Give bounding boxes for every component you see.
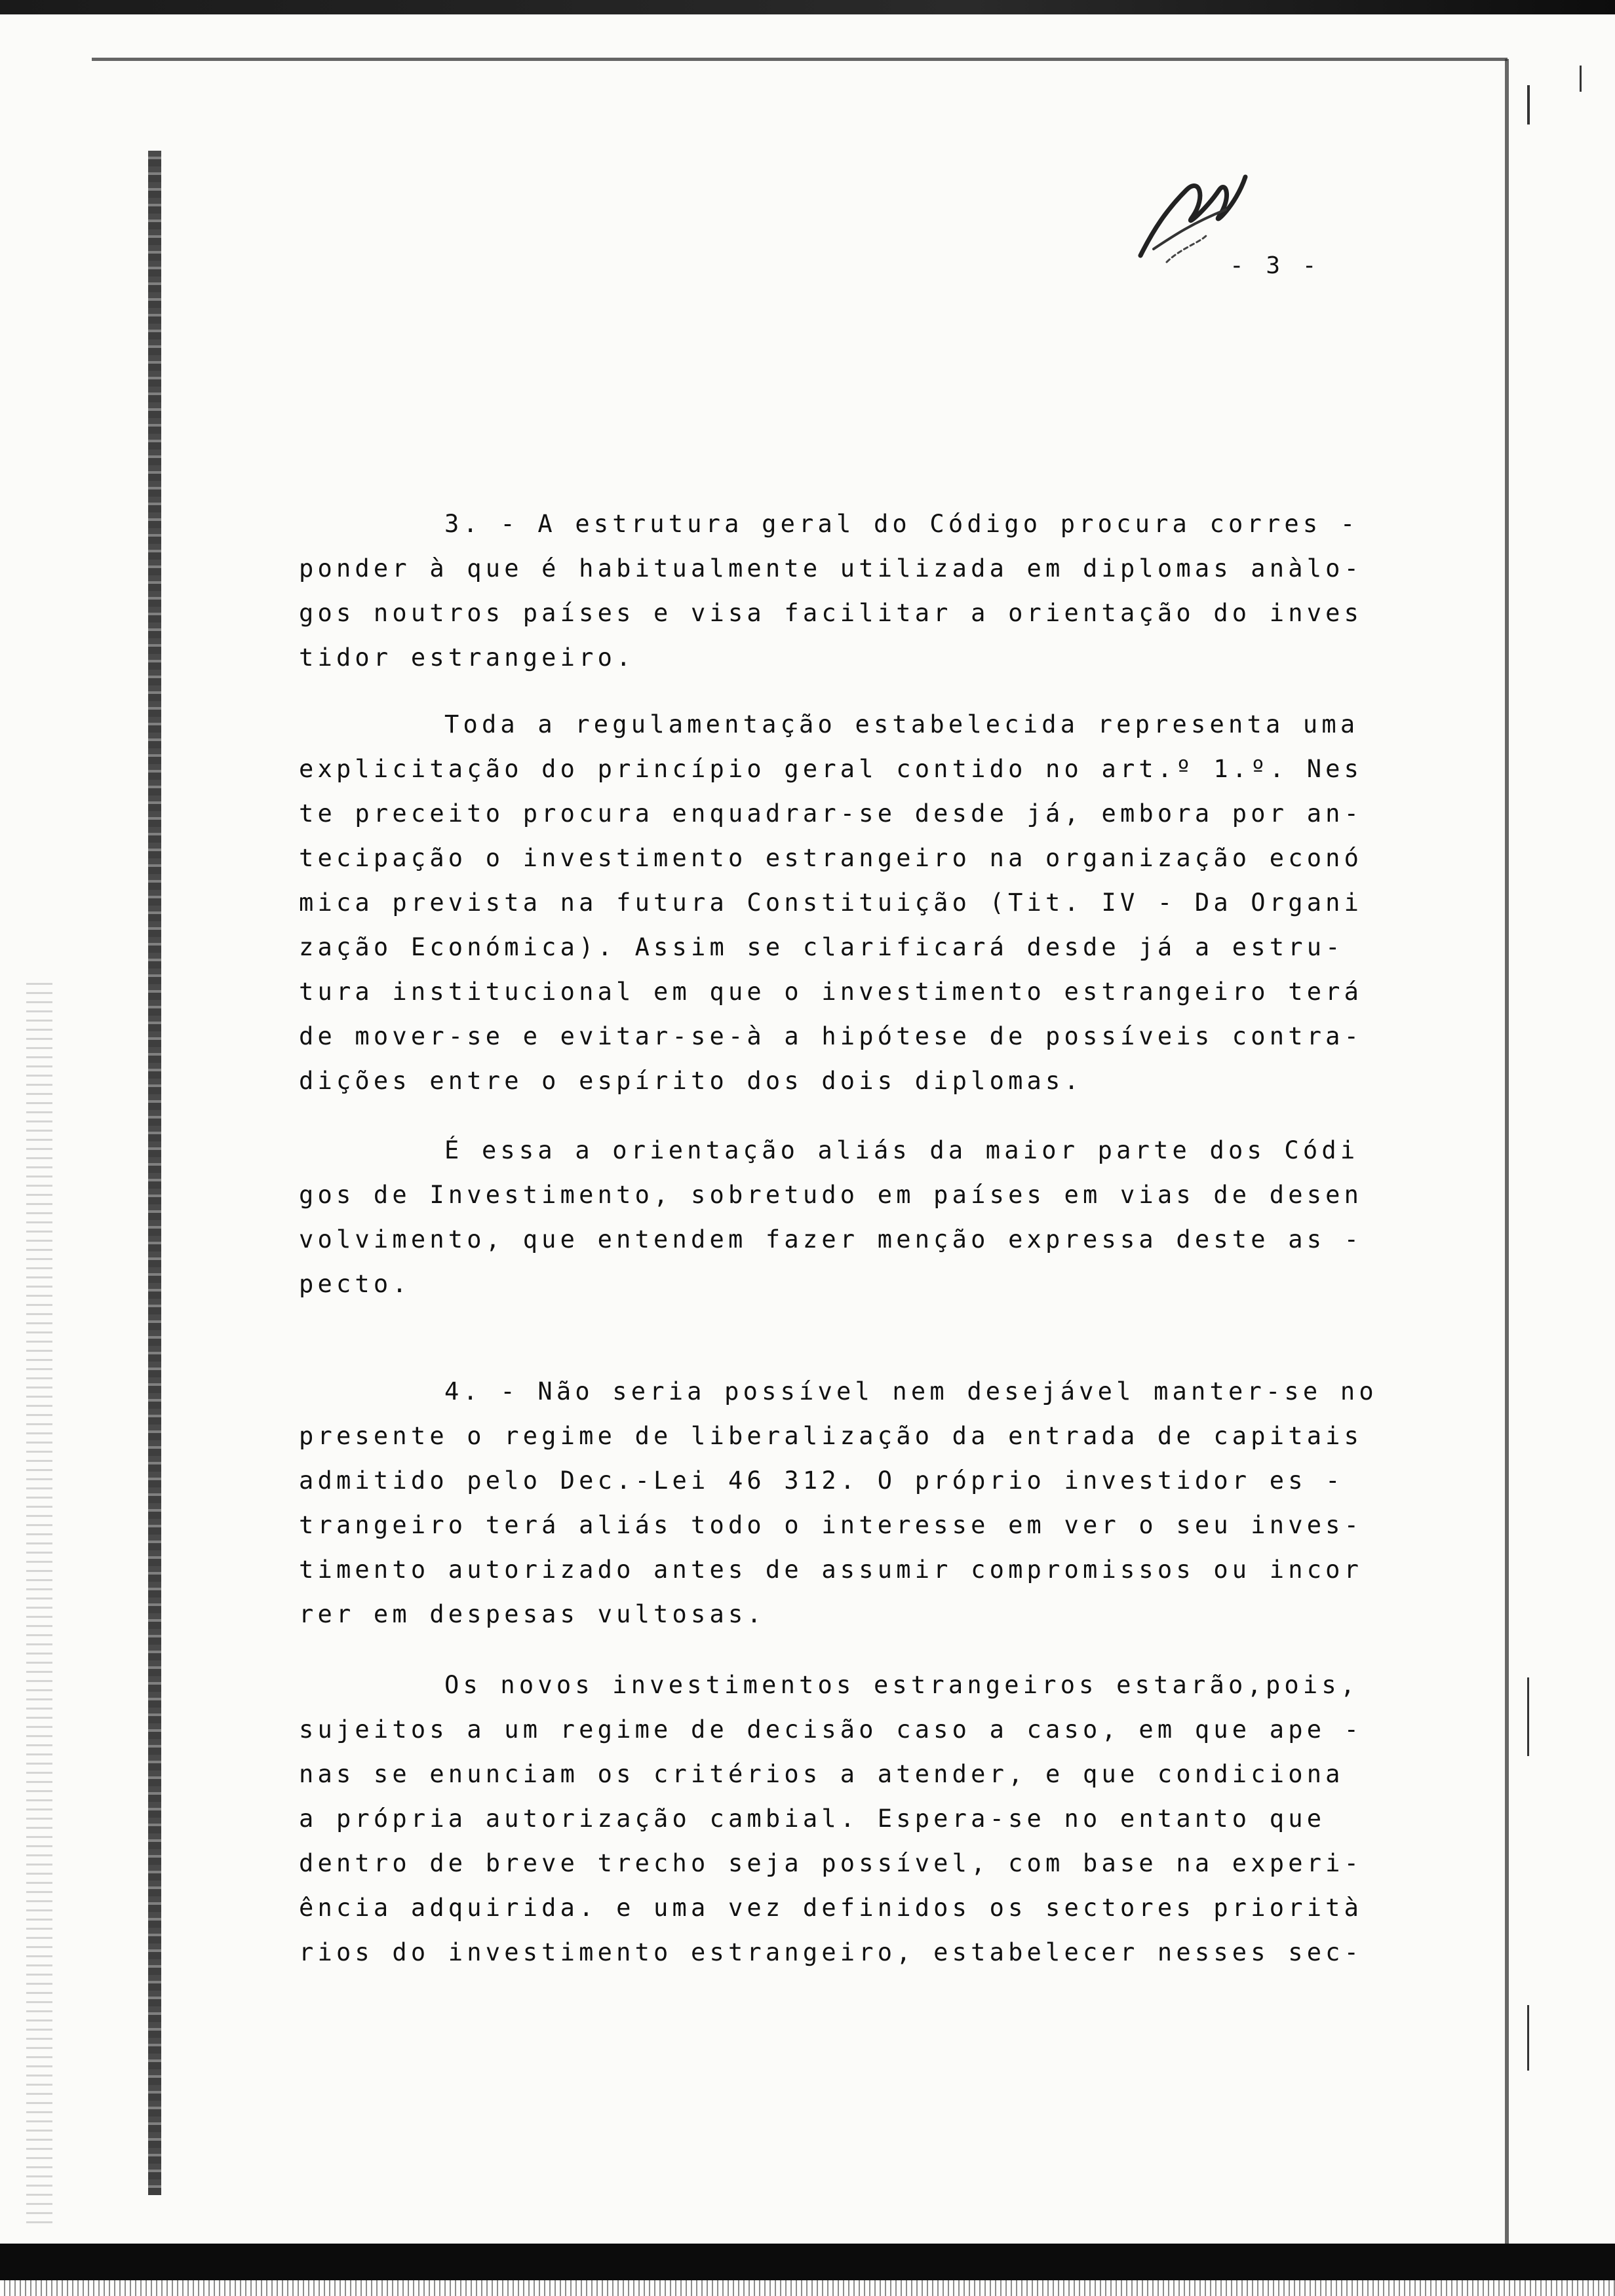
text-line: tidor estrangeiro.	[299, 643, 635, 672]
text-line: timento autorizado antes de assumir compromissos ou incor	[299, 1556, 1363, 1584]
paragraph-regulation	[299, 702, 1363, 1103]
text-line: a própria autorização cambial. Espera-se no entanto que	[299, 1805, 1326, 1833]
text-line: tura institucional em que o investimento estrangeiro terá	[299, 978, 1363, 1006]
text-line: É essa a orientação aliás da maior parte dos Códi	[444, 1136, 1359, 1164]
text-line: mica prevista na futura Constituição (Tit. IV - Da Organi	[299, 889, 1363, 917]
text-line: sujeitos a um regime de decisão caso a caso, em que ape -	[299, 1715, 1363, 1744]
scan-mark	[1527, 2005, 1529, 2071]
text-line: pecto.	[299, 1270, 411, 1298]
paragraph-orientation	[299, 1128, 1363, 1307]
scan-top-rule	[92, 58, 1508, 61]
text-line: Toda a regulamentação estabelecida representa uma	[444, 710, 1359, 738]
text-line: rios do investimento estrangeiro, estabelecer nesses sec-	[299, 1938, 1363, 1966]
scan-mark	[1580, 66, 1582, 92]
scan-left-edge	[148, 151, 161, 2195]
text-line: trangeiro terá aliás todo o interesse em ver o seu inves-	[299, 1511, 1363, 1539]
page-number: - 3 -	[1230, 252, 1321, 279]
text-line: gos noutros países e visa facilitar a orientação do inves	[299, 599, 1363, 627]
text-line: explicitação do princípio geral contido no art.º 1.º. Nes	[299, 755, 1363, 783]
scan-right-rule	[1505, 59, 1509, 2248]
scan-mark	[1527, 85, 1530, 124]
text-line: presente o regime de liberalização da entrada de capitais	[299, 1422, 1363, 1450]
text-line: gos de Investimento, sobretudo em países em vias de desen	[299, 1181, 1363, 1209]
text-line: ência adquirida. e uma vez definidos os sectores priorità	[299, 1894, 1363, 1922]
text-line: dições entre o espírito dos dois diplomas.	[299, 1067, 1083, 1095]
text-line: Os novos investimentos estrangeiros estarão,pois,	[444, 1671, 1359, 1699]
scan-bottom-border	[0, 2244, 1615, 2280]
text-line: de mover-se e evitar-se-à a hipótese de possíveis contra-	[299, 1022, 1363, 1050]
paragraph-liberalization	[299, 1369, 1378, 1637]
text-line: zação Económica). Assim se clarificará desde já a estru-	[299, 933, 1344, 961]
paragraph-structure	[299, 502, 1363, 680]
text-line: admitido pelo Dec.-Lei 46 312. O próprio investidor es -	[299, 1466, 1344, 1495]
scan-top-border	[0, 0, 1615, 14]
text-line: 3. - A estrutura geral do Código procura corres -	[444, 510, 1359, 538]
text-line: volvimento, que entendem fazer menção expressa deste as -	[299, 1225, 1363, 1253]
text-line: rer em despesas vultosas.	[299, 1600, 766, 1628]
scan-bottom-strip	[0, 2280, 1615, 2296]
scan-mark	[1527, 1677, 1529, 1756]
scan-left-edge-faint	[26, 983, 52, 2228]
paragraph-new-investments	[299, 1663, 1363, 1975]
text-line: ponder à que é habitualmente utilizada em diplomas anàlo-	[299, 554, 1363, 583]
text-line: nas se enunciam os critérios a atender, e que condiciona	[299, 1760, 1344, 1788]
text-line: 4. - Não seria possível nem desejável manter-se no	[444, 1377, 1378, 1406]
text-line: tecipação o investimento estrangeiro na organização econó	[299, 844, 1363, 872]
text-line: te preceito procura enquadrar-se desde já, embora por an-	[299, 799, 1363, 828]
text-line: dentro de breve trecho seja possível, com base na experi-	[299, 1849, 1363, 1877]
